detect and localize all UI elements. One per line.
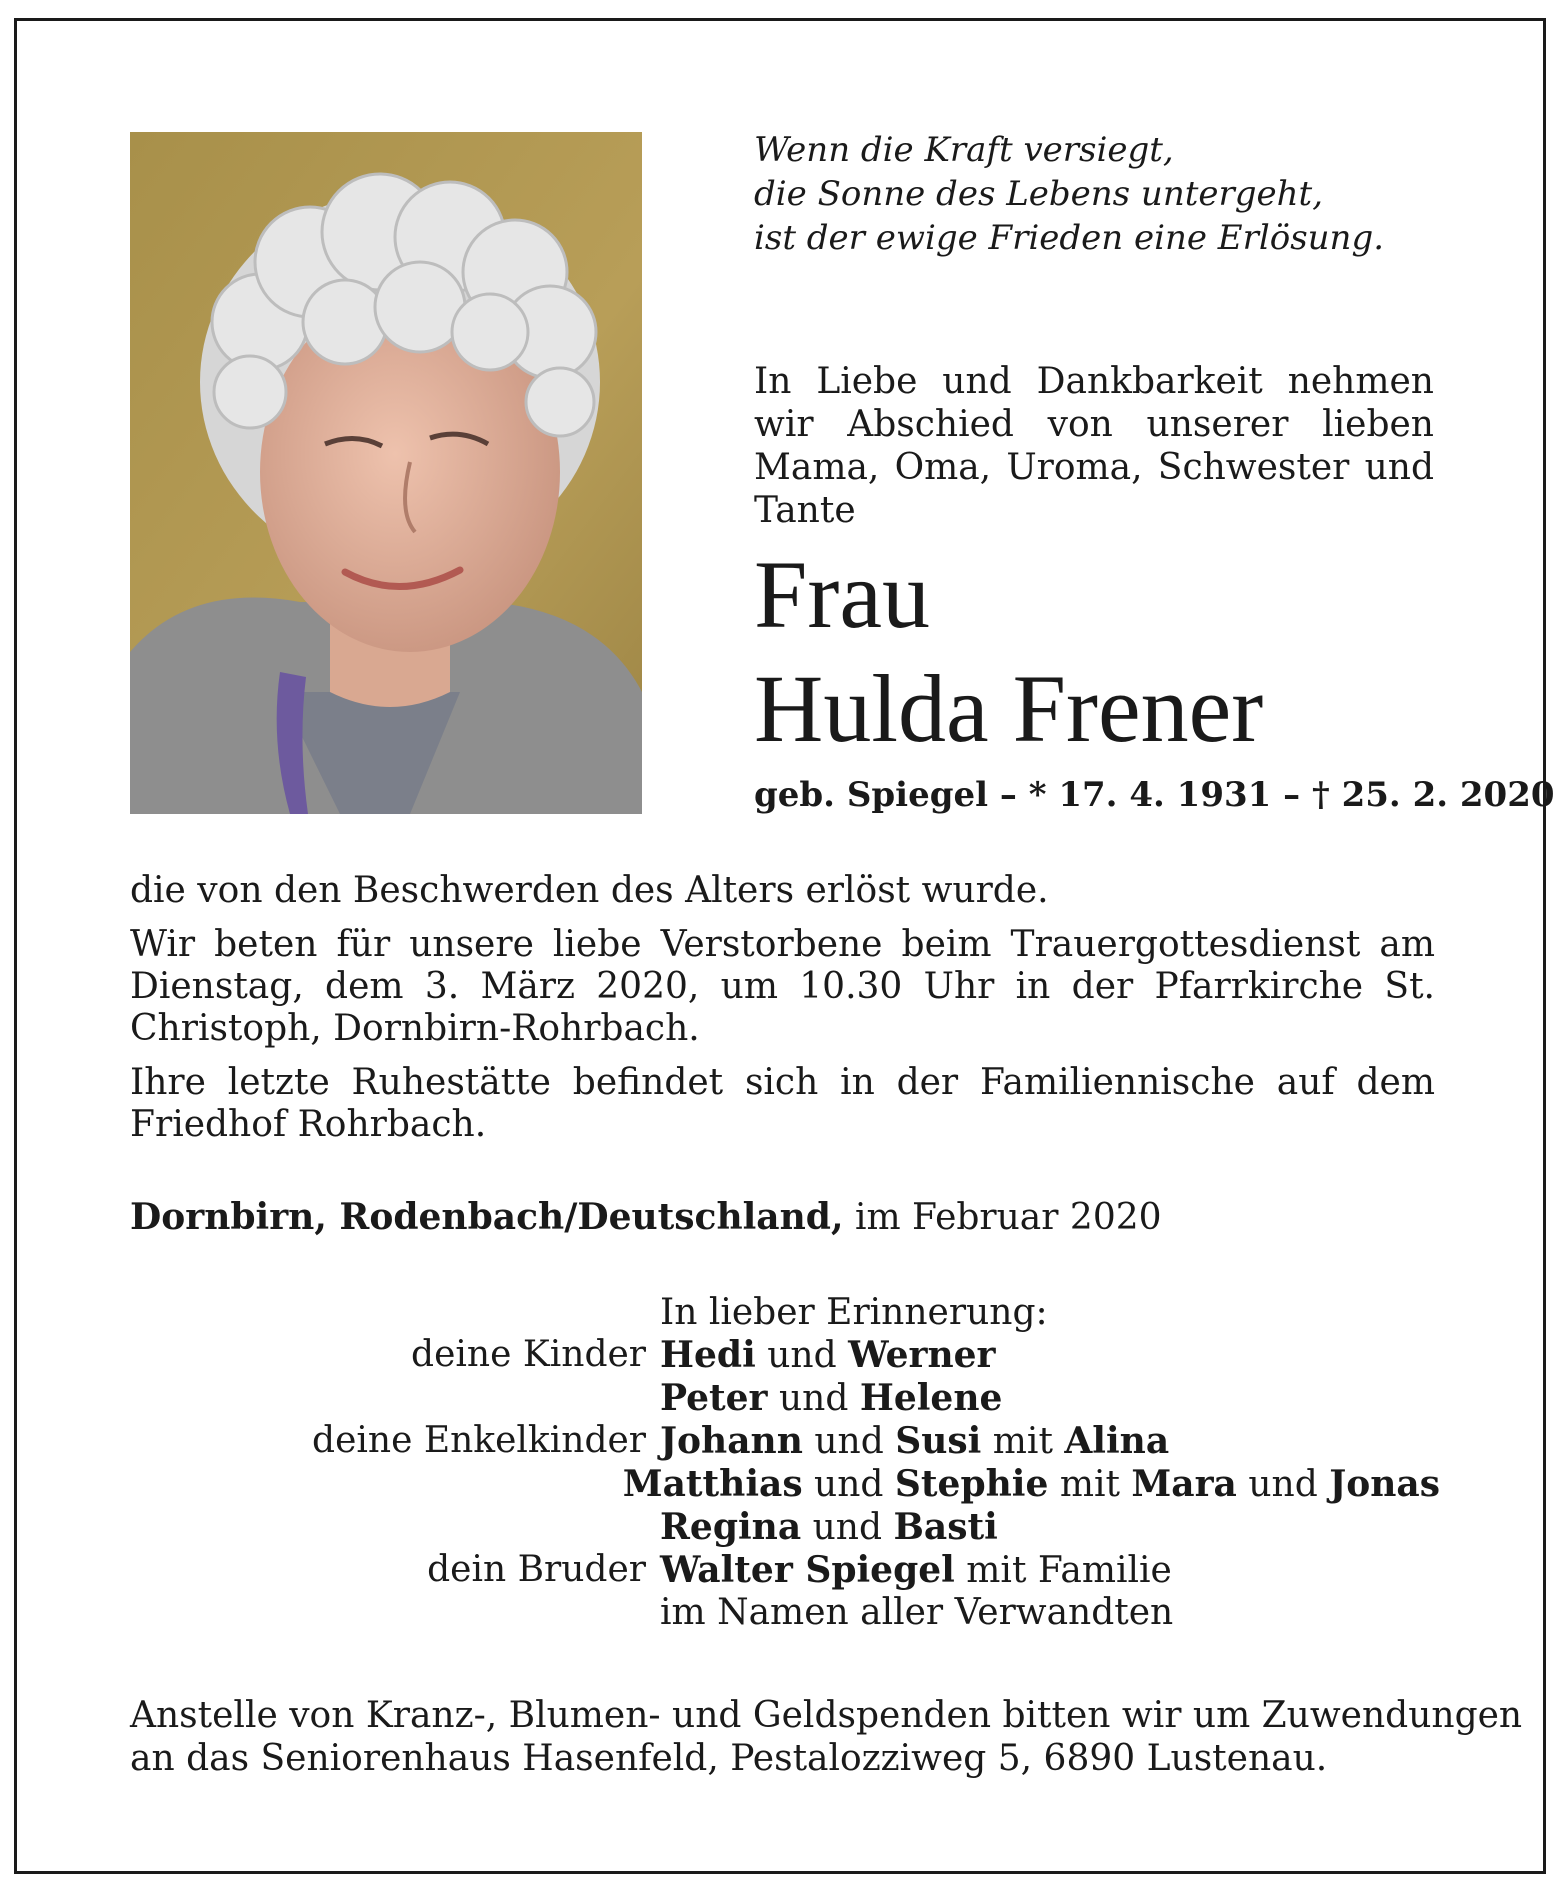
mourner-name: Basti	[893, 1506, 998, 1548]
name-title: Frau	[754, 541, 930, 648]
place-date: im Februar 2020	[843, 1197, 1162, 1238]
donation-note	[130, 1694, 1523, 1780]
mourner-row	[130, 1420, 1440, 1463]
mourner-relation	[130, 1463, 623, 1506]
mourners-heading: In lieber Erinnerung:	[660, 1292, 1048, 1333]
mourner-name: Susi	[895, 1420, 982, 1462]
mourner-relation	[130, 1377, 660, 1420]
mourner-connector: und	[802, 1421, 896, 1462]
name-full: Hulda Frener	[754, 655, 1264, 762]
mourner-names	[660, 1592, 1173, 1634]
portrait-illustration	[130, 132, 642, 814]
donation-line: an das Seniorenhaus Hasenfeld, Pestalozziweg 5, 6890 Lustenau.	[130, 1738, 1328, 1779]
mourner-names	[660, 1334, 996, 1377]
mourner-relation: deine Kinder	[411, 1334, 646, 1375]
mourner-names	[660, 1420, 1169, 1463]
mourner-connector: und	[1236, 1464, 1330, 1505]
mourner-connector: mit Familie	[954, 1550, 1172, 1591]
body-paragraph: Wir beten für unsere liebe Verstorbene beim Trauergottesdienst am Dienstag, dem 3. März 2020, um 10.30 Uhr in der Pfarrkirche St. Christoph, Dornbirn-Rohrbach.	[130, 924, 1435, 1049]
mourner-connector: und	[801, 1507, 894, 1548]
mourner-relation	[130, 1592, 660, 1634]
mourner-names	[660, 1549, 1172, 1592]
mourner-relation: deine Enkelkinder	[312, 1420, 646, 1461]
poem-line: ist der ewige Frieden eine Erlösung.	[754, 218, 1385, 258]
mourner-row	[130, 1334, 1440, 1377]
mourner-connector: mit	[1048, 1464, 1132, 1505]
mourner-name: Matthias	[622, 1463, 803, 1505]
mourner-connector: mit	[981, 1421, 1065, 1462]
poem-line: Wenn die Kraft versiegt,	[754, 130, 1174, 170]
mourner-name: Stephie	[894, 1463, 1049, 1505]
mourner-relation	[130, 1506, 660, 1549]
mourner-name: Walter Spiegel	[660, 1549, 955, 1591]
poem-line: die Sonne des Lebens untergeht,	[754, 174, 1324, 214]
body-paragraph: die von den Beschwerden des Alters erlöst wurde.	[130, 870, 1049, 911]
mourners-heading-row	[130, 1292, 1440, 1334]
mourner-names	[660, 1506, 998, 1549]
mourner-row	[130, 1506, 1440, 1549]
mourner-row	[130, 1463, 1440, 1506]
donation-line: Anstelle von Kranz-, Blumen- und Geldspenden bitten wir um Zuwendungen	[130, 1695, 1523, 1736]
mourner-connector: im Namen aller Verwandten	[660, 1592, 1174, 1633]
place-names: Dornbirn, Rodenbach/Deutschland,	[130, 1196, 844, 1238]
mourner-name: Helene	[859, 1377, 1003, 1419]
notice-body	[130, 870, 1435, 1158]
mourner-name: Mara	[1131, 1463, 1237, 1505]
mourner-name: Alina	[1064, 1420, 1170, 1462]
mourner-name: Jonas	[1329, 1463, 1440, 1505]
mourner-name: Hedi	[660, 1334, 756, 1376]
mourner-connector: und	[755, 1335, 849, 1376]
mourner-names	[623, 1463, 1440, 1506]
place-date-line	[130, 1196, 1162, 1238]
mourner-name: Peter	[660, 1377, 768, 1419]
mourner-row	[130, 1377, 1440, 1420]
mourners-list	[130, 1292, 1440, 1634]
intro-text: In Liebe und Dankbarkeit nehmen wir Abschied von unserer lieben Mama, Oma, Uroma, Schwester und Tante	[754, 361, 1434, 531]
body-paragraph: Ihre letzte Ruhestätte befindet sich in der Familiennische auf dem Friedhof Rohrbach.	[130, 1062, 1435, 1145]
deceased-name	[754, 538, 1263, 766]
mourner-connector: und	[802, 1464, 895, 1505]
mourner-names	[660, 1377, 1002, 1420]
mourner-connector: und	[767, 1378, 860, 1419]
mourner-name: Werner	[848, 1334, 996, 1376]
mourner-name: Regina	[660, 1506, 802, 1548]
birth-death-dates: geb. Spiegel – * 17. 4. 1931 – † 25. 2. 2020	[754, 775, 1555, 815]
mourner-row	[130, 1549, 1440, 1592]
mourner-relation: dein Bruder	[427, 1549, 646, 1590]
portrait-photo	[130, 132, 642, 814]
memorial-poem	[754, 128, 1474, 260]
mourner-name: Johann	[660, 1420, 803, 1462]
mourner-row	[130, 1592, 1440, 1634]
